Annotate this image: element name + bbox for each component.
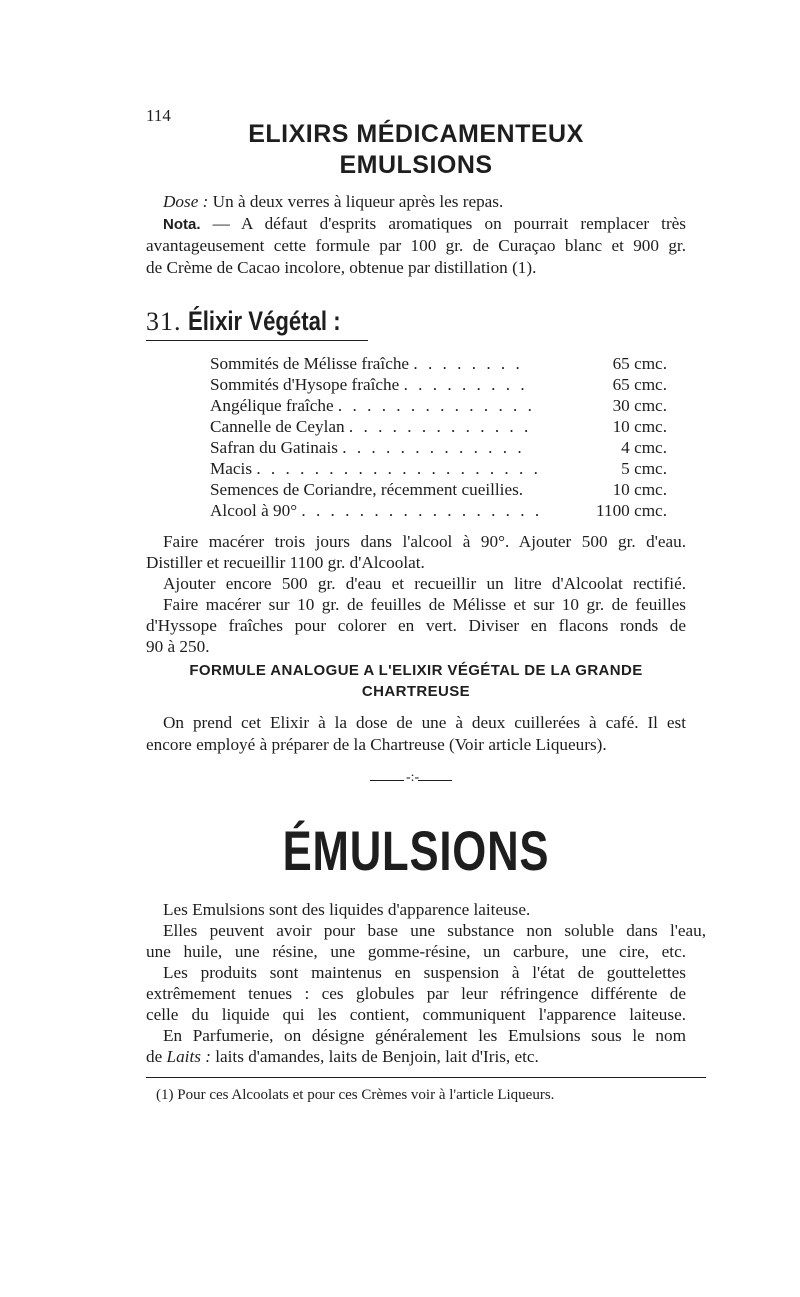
ingredient-row (210, 354, 523, 374)
footnote: (1) Pour ces Alcoolats et pour ces Crèmes voir à l'article Liqueurs. (156, 1087, 555, 1103)
ingredient-row (210, 459, 541, 479)
emulsion-last-line (146, 1047, 539, 1067)
nota-label: Nota. (163, 216, 201, 233)
method-line: Ajouter encore 500 gr. d'eau et recueillir un litre d'Alcoolat rectifié. (163, 574, 686, 593)
ingredient-quantity: 10 cmc. (612, 480, 667, 499)
ingredient-quantity: 65 cmc. (612, 354, 667, 373)
chapter-title-text: ÉMULSIONS (282, 819, 550, 882)
subheading-line-1: FORMULE ANALOGUE A L'ELIXIR VÉGÉTAL DE LA GRANDE (189, 662, 643, 679)
method-line: Distiller et recueillir 1100 gr. d'Alcoolat. (146, 553, 425, 572)
ornament-rule-right (418, 780, 452, 781)
ingredient-quantity: 65 cmc. (612, 375, 667, 394)
ingredient-row (210, 375, 528, 395)
ingredient-quantity: 1100 cmc. (596, 501, 667, 520)
nota-text-1: — A défaut d'esprits aromatiques on pourrait remplacer très (200, 214, 686, 233)
nota-line-1 (163, 214, 686, 235)
leader-dots: . . . . . . . . . . . . . . (337, 396, 535, 415)
ornament-rule-left (370, 780, 404, 781)
method-line: Faire macérer sur 10 gr. de feuilles de Mélisse et sur 10 gr. de feuilles (163, 595, 686, 614)
section-heading (146, 304, 374, 338)
ingredient-quantity: 4 cmc. (621, 438, 667, 457)
heading-underline (146, 340, 368, 341)
emulsion-line: Les Emulsions sont des liquides d'apparence laiteuse. (163, 900, 531, 919)
ingredient-name: Safran du Gatinais (210, 438, 338, 457)
emulsion-last-prefix: de (146, 1047, 167, 1066)
ingredient-name: Angélique fraîche (210, 396, 334, 415)
analog-line: On prend cet Elixir à la dose de une à deux cuillerées à café. Il est (163, 713, 686, 732)
ingredient-quantity: 30 cmc. (612, 396, 667, 415)
page-number: 114 (146, 106, 171, 125)
nota-line-3: de Crème de Cacao incolore, obtenue par distillation (1). (146, 258, 537, 277)
ornament-divider (370, 770, 452, 786)
ingredient-name: Cannelle de Ceylan (210, 417, 345, 436)
leader-dots: . . . . . . . . (413, 354, 523, 373)
footnote-rule (146, 1077, 706, 1078)
emulsion-line: une huile, une résine, une gomme-résine, un carbure, une cire, etc. (146, 942, 686, 961)
ingredient-row (210, 396, 535, 416)
method-line: d'Hyssope fraîches pour colorer en vert. Diviser en flacons ronds de (146, 616, 686, 635)
leader-dots: . . . . . . . . . (403, 375, 528, 394)
ingredient-name: Sommités de Mélisse fraîche (210, 354, 410, 373)
nota-line-2: avantageusement cette formule par 100 gr. de Curaçao blanc et 900 gr. (146, 236, 686, 255)
ingredient-quantity: 10 cmc. (612, 417, 667, 436)
ingredient-name: Alcool à 90° (210, 501, 298, 520)
dose-line (163, 192, 503, 212)
ingredient-name: Semences de Coriandre, récemment cueillies. (210, 480, 524, 499)
emulsion-last-italic: Laits : (166, 1047, 211, 1066)
emulsion-line: Elles peuvent avoir pour base une substance non soluble dans l'eau, (163, 921, 706, 940)
emulsion-line: celle du liquide qui les contient, communiquent l'apparence laiteuse. (146, 1005, 686, 1024)
section-title: Élixir Végétal : (187, 306, 341, 336)
leader-dots: . . . . . . . . . . . . . (342, 438, 525, 457)
ingredient-name: Sommités d'Hysope fraîche (210, 375, 400, 394)
subheading-line-2: CHARTREUSE (361, 683, 471, 700)
leader-dots: . . . . . . . . . . . . . (348, 417, 532, 436)
ingredient-row (210, 480, 523, 500)
dose-label: Dose : (163, 192, 209, 211)
dose-text: Un à deux verres à liqueur après les repas. (212, 192, 504, 211)
method-line: Faire macérer trois jours dans l'alcool à 90°. Ajouter 500 gr. d'eau. (163, 532, 686, 551)
ornament-mark: -:- (406, 770, 420, 785)
ingredient-row (210, 438, 525, 458)
section-number: 31. (146, 307, 182, 336)
ingredient-name: Macis (210, 459, 253, 478)
emulsion-last-rest: laits d'amandes, laits de Benjoin, lait d'Iris, etc. (210, 1047, 539, 1066)
ingredient-row (210, 417, 531, 437)
method-line: 90 à 250. (146, 637, 210, 656)
emulsion-line: Les produits sont maintenus en suspension à l'état de gouttelettes (163, 963, 686, 982)
emulsion-line: extrêmement tenues : ces globules par leur réfringence différente de (146, 984, 686, 1003)
running-title-line-2: EMULSIONS (339, 151, 493, 179)
leader-dots: . . . . . . . . . . . . . . . . . . . . (256, 459, 541, 478)
emulsion-line: En Parfumerie, on désigne généralement les Emulsions sous le nom (163, 1026, 686, 1045)
ingredient-row (210, 501, 542, 521)
running-title-line-1: ELIXIRS MÉDICAMENTEUX (248, 120, 584, 148)
chapter-title (146, 818, 686, 883)
analog-line: encore employé à préparer de la Chartreuse (Voir article Liqueurs). (146, 735, 607, 754)
leader-dots: . . . . . . . . . . . . . . . . . (301, 501, 543, 520)
ingredient-quantity: 5 cmc. (621, 459, 667, 478)
